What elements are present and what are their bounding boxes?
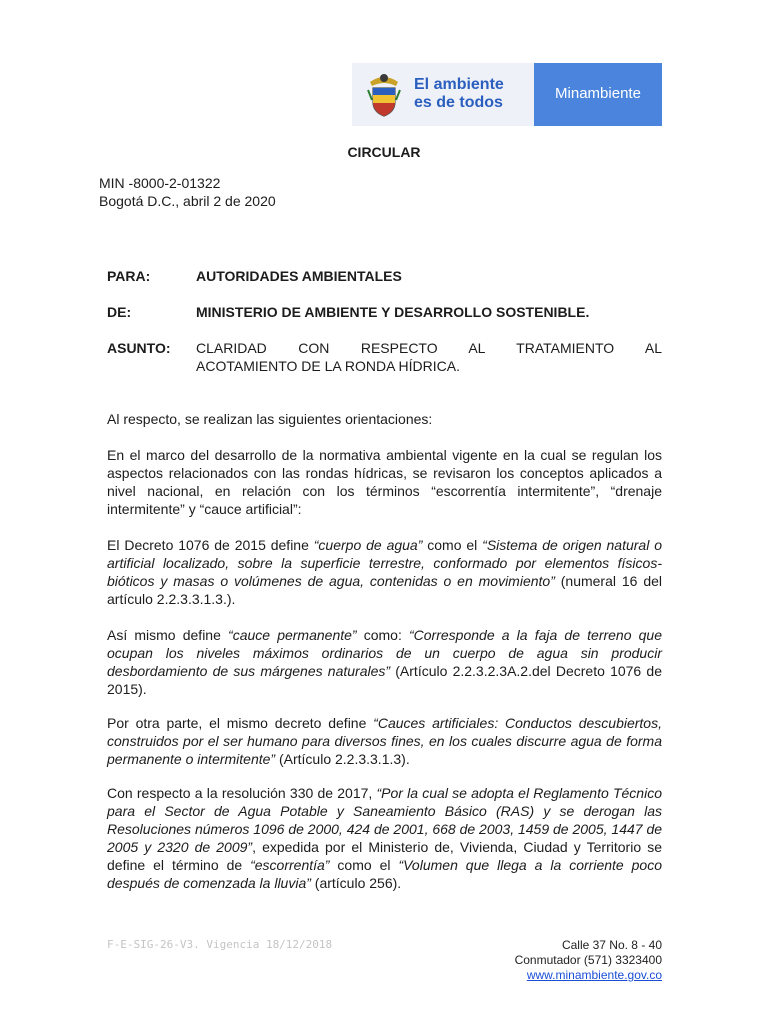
paragraph-context: En el marco del desarrollo de la normativa ambiental vigente en la cual se regulan los aspectos relacionados con las rondas hídricas, se revisaron los conceptos aplicados a nivel nacional, en relación con los términos “escorrentía intermitente”, “drenaje intermitente” y “cauce artificial”: [107, 447, 662, 517]
text-span: (artículo 256). [310, 875, 402, 891]
text-span: como el [329, 857, 399, 873]
text-span: como: [356, 627, 409, 643]
italic-quote: “Volumen que llega a la corriente poco después de comenzada la lluvia” [107, 857, 662, 891]
contact-block [462, 938, 662, 983]
text-span: , expedida por el Ministerio de, Vivienda, Ciudad y Territorio se define el término de [107, 839, 662, 873]
asunto-line-2: ACOTAMIENTO DE LA RONDA HÍDRICA. [196, 358, 460, 374]
paragraph-escorrentia [107, 784, 662, 892]
paragraph-intro: Al respecto, se realizan las siguientes orientaciones: [107, 411, 433, 427]
text-span: (Artículo 2.2.3.2.3A.2.del Decreto 1076 de 2015). [107, 663, 662, 697]
slogan [414, 76, 504, 112]
italic-quote: “Corresponde a la faja de terreno que ocupan los niveles máximos ordinarios de un cuerpo de agua sin producir desbordamiento de sus márgenes naturales” [107, 627, 663, 679]
italic-quote: “Cauces artificiales: Conductos descubiertos, construidos por el ser humano para diversos fines, en los cuales discurre agua de forma permanente o intermitente” [107, 715, 662, 767]
italic-quote: “Sistema de origen natural o artificial localizado, sobre la superficie terrestre, conformado por elementos físicos-bióticos y masas o volúmenes de agua, contenidas o en movimiento” [107, 537, 662, 589]
address: Calle 37 No. 8 - 40 [561, 938, 662, 952]
text-span: (numeral 16 del artículo 2.2.3.3.1.3.). [107, 573, 662, 607]
slogan-line-2: es de todos [414, 94, 503, 111]
de-value: MINISTERIO DE AMBIENTE Y DESARROLLO SOSTENIBLE. [196, 304, 590, 320]
place-date: Bogotá D.C., abril 2 de 2020 [99, 193, 276, 209]
asunto-label: ASUNTO: [107, 340, 171, 356]
phone: Conmutador (571) 3323400 [514, 953, 662, 967]
paragraph-cuerpo-de-agua [107, 536, 662, 608]
paragraph-cauces-artificiales [107, 714, 662, 768]
website-link[interactable]: www.minambiente.gov.co [526, 968, 662, 982]
text-span: Por otra parte, el mismo decreto define [107, 715, 374, 731]
italic-term: “cauce permanente” [228, 627, 357, 643]
document-type: CIRCULAR [347, 144, 421, 160]
minambiente-logo [352, 63, 662, 126]
form-code: F-E-SIG-26-V3. Vigencia 18/12/2018 [107, 938, 333, 951]
de-label: DE: [107, 304, 132, 320]
text-span: como el [422, 537, 483, 553]
brand-name: Minambiente [555, 85, 641, 102]
italic-term: “escorrentía” [250, 857, 330, 873]
text-span: Así mismo define [107, 627, 229, 643]
slogan-line-1: El ambiente [414, 76, 504, 93]
asunto-line-1: CLARIDAD CON RESPECTO AL TRATAMIENTO AL [196, 340, 662, 356]
text-span: (Artículo 2.2.3.3.1.3). [275, 751, 410, 767]
document-meta [99, 174, 276, 210]
logo-left-panel [352, 63, 534, 126]
para-label: PARA: [107, 268, 151, 284]
italic-quote: “Por la cual se adopta el Reglamento Técnico para el Sector de Agua Potable y Saneamiento Básico (RAS) y se derogan las Resoluciones números 1096 de 2000, 424 de 2001, 668 de 2003, 1459 de 2005, 1447 de 2005 y 2320 de 2009” [107, 785, 663, 855]
text-span: Con respecto a la resolución 330 de 2017, [107, 785, 377, 801]
paragraph-cauce-permanente [107, 626, 662, 698]
italic-term: “cuerpo de agua” [313, 537, 423, 553]
document-number: MIN -8000-2-01322 [99, 175, 221, 191]
para-value: AUTORIDADES AMBIENTALES [196, 268, 402, 284]
logo-right-panel [534, 63, 662, 126]
text-span: El Decreto 1076 de 2015 define [107, 537, 314, 553]
coat-of-arms-icon [362, 70, 406, 120]
